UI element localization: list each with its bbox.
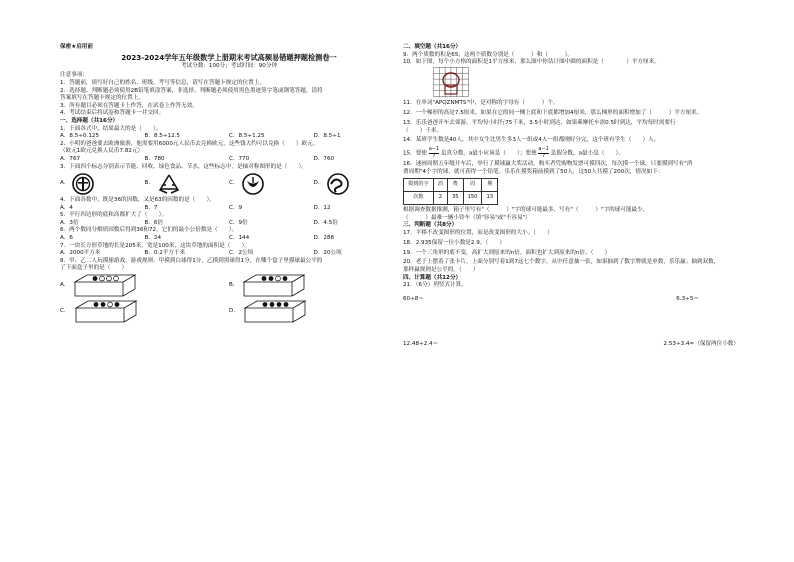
calc-item: 12.48÷2.4＝ [403,341,439,348]
notice-2: 2．选择题、判断题必须使用2B铅笔填涂答案，非选择、判断题必须使用黑色墨迹签字笔或钢笔答题，请将 [60,87,323,94]
exam-title: 2023-2024学年五年级数学上册期末考试高频易错题押题检测卷一 [121,52,337,62]
left-column [60,44,398,325]
grid-figure [433,67,469,101]
draw-results-table [403,178,498,205]
option: B．780 [144,155,165,162]
notice-heading: 注意事项： [60,72,88,79]
option: D． [229,308,239,315]
option: B．8.5÷12.5 [144,133,180,140]
option: C．2公顷 [229,250,254,257]
calc-row-2 [403,341,739,349]
fraction: $\frac{a-1}{7}$ [428,146,440,159]
notice-1: 1．答题前，填写好自己的姓名、班级、考号等信息，请写在答题卡规定的位置上。 [60,79,265,86]
option: B．24 [144,235,162,242]
green-food-logo-icon [242,173,264,195]
question-8: 8．甲、乙二人玩摸球游戏，游戏规则：甲摸到白球得1分，乙摸到黑球得1分，在哪个盒子里摸球最公平的 [60,257,323,264]
option: D．288 [313,235,335,242]
option: C． [60,308,70,315]
option: A．767 [60,155,81,162]
table-row: 次数 2 35 150 13 [404,192,498,205]
option: D．8.5÷1 [313,133,341,140]
option: C．9倍 [229,219,248,226]
question-17: 17．平移不改变图形的位置，而是改变图形的大小。（ ） [403,230,553,237]
option: A．2000平方米 [60,250,101,257]
question-9: 9．两个质数的积是65，这两个质数分别是（ ）和（ ）。 [403,51,574,58]
question-14: 14．某班学生数是40人，其中女生比男生多3人一组或4人一组都刚好分完，这个班有学生（ ）人。 [403,137,660,144]
exam-info: 考试分数：100分；考试时间：90分钟 [180,62,278,69]
question-1: 1．下面各式中，结果最大的是（ ）。 [60,125,162,132]
question-3-options [60,171,398,197]
question-18: 18．2.935保留一位小数是2.9。（ ） [403,239,505,246]
option: D．4.5倍 [313,219,338,226]
question-11: 11．在单词"APQZNMTS"中，是对称的字母有（ ）个。 [403,100,559,107]
option: A． [60,180,70,187]
question-2: 2．小明的爸爸要去欧洲旅游，他需要用6000元人民币去兑换欧元，这些钱大约可以兑换（ ）欧元。 [60,140,319,147]
question-8-cont: 了下面盒子里的是（ ） [60,265,128,272]
question-5: 5．平行四边形的底和高都扩大了（ ）。 [60,212,168,219]
question-13-cont: （ ）千米。 [403,127,443,134]
option: B．0.2平方千米 [144,250,186,257]
question-13: 13．乐乐爸爸开车去郊游，平均每小时行75千米，3.5小时到达，如果乘摩托车需0.5时到达，平均每时需要行 [403,119,676,126]
calc-item: 6.3÷5＝ [676,295,699,302]
notice-4: 4．考试结束后将试卷和答题卡一并交回。 [60,110,165,117]
question-6-options [60,235,398,243]
option: A．4 [60,204,73,211]
option: B．7 [144,204,158,211]
table-row: 摸到的字 消 费 周 期 [404,179,498,192]
question-16: 16．迷画周期五年级开车后，举行了摸球赢大奖活动，购买者凭购物发票可摸四次，每次摸一个球，只要摸到写有"消 [403,161,693,168]
question-12: 12．一个梯形的高是7.5厘米，如果在它的同一侧上底和下底都增加4厘米，那么梯形的面积增加了（ ）平方厘米。 [403,110,703,117]
right-column [403,44,739,349]
section-1-heading: 一、选择题（共16分） [60,117,119,124]
question-8-options [60,273,398,325]
question-4: 4．下面各数中，既是36的因数，又是63的因数的是（ ）。 [60,197,215,204]
ball-box-a-icon [73,274,137,298]
question-7-options [60,250,398,258]
option: B．6倍 [144,219,164,226]
option: B． [144,180,154,187]
question-20: 20．老子上摆着了张卡片，上面分别写着1到7这七个数字。从中任意抽一张，如果抽到了数字牌就是单数，乐乐赢；抽到双数， [403,259,720,266]
recycle-icon [157,173,181,195]
option: A． [60,282,70,289]
question-16-cont: 费周期"4个字的球，就可获得一个铅笔。乐乐在摸奖箱前摸到了50人，这50人共摸了200次，情况如下： [403,168,664,175]
question-16-prompt: 根据调查数据推测，箱子里写有"（ ）"字的球可能最多，写有"（ ）"字的球可能最少， [403,207,649,214]
question-21: 21．（6分）列竖式计算。 [403,282,467,289]
question-2-options [60,156,398,164]
ball-box-b-icon [242,274,306,298]
ball-box-c-icon [74,300,138,324]
section-3-heading: 三、判断题（共8分） [403,222,458,229]
fraction: $\frac{a-1}{7}$ [538,146,549,159]
water-saving-logo-icon [326,173,350,195]
question-20-cont: 那样赢规则是公平的。（ ） [403,267,479,273]
option: C．8.5÷1.25 [229,133,265,140]
option: C．770 [229,155,250,162]
option: C． [229,180,239,187]
question-7: 7．一块长方形草地的长是205米，宽是100米，这块草地的面积是（ ）。 [60,242,250,249]
question-15: 15．要使 $\frac{a-1}{7}$ 是真分数，a最小应该是（ ）；要使 $\frac{a-1}{7}$ 是假分数，a最小是（ ）。 [403,146,624,159]
option: A．8.5÷0.125 [60,133,100,140]
option: D．12 [313,204,331,211]
option: B． [229,282,239,289]
notice-2b: 答案填写在答题卡规定的位置上。 [60,95,144,102]
calc-item: 2.53÷3.4≈（保留两位小数） [663,341,739,348]
question-6: 6．两个数同分解质因数后得到36和72，它们的最小公倍数是（ ）。 [60,227,238,234]
calc-item: 60÷8＝ [403,295,424,302]
option: D．760 [313,155,335,162]
question-3: 3．下面四个标志分别表示节能、回收、绿色食品、节水，这些标志中，是轴对称图形的是（ ）。 [60,163,307,170]
section-2-heading: 二、填空题（共16分） [403,44,462,50]
secret-label: 保密★启用前 [60,44,93,50]
energy-saving-logo-icon [72,173,94,195]
option: C．9 [229,204,243,211]
option: A．3倍 [60,219,79,226]
ball-box-d-icon [243,300,307,324]
notice-3: 3．所有题目必须在答题卡上作答，在试卷上作答无效。 [60,102,198,109]
option: D． [313,180,324,187]
grid-drawing-icon [433,67,469,97]
section-4-heading: 四、计算题（共12分） [403,274,462,281]
question-19: 19．一个三角形的底不变，高扩大到原来的n倍，面积也扩大到原来的n倍。（ ） [403,249,611,256]
option: A．6 [60,235,73,242]
option: C．144 [229,235,250,242]
question-10: 10．如下图，每个小方格的面积是1平方厘米，那么图中你估计图中圆的面积是（ ）平方厘米。 [403,59,660,66]
option: D．20公顷 [313,250,342,257]
calc-row-1 [403,296,739,304]
question-2-note: （欧元1欧元兑换人民币7.82元） [60,148,144,155]
question-16-prompt-2: （ ）最难一辆小铃车（填"容易"或"不容易"） [403,214,531,221]
question-1-options [60,133,398,141]
